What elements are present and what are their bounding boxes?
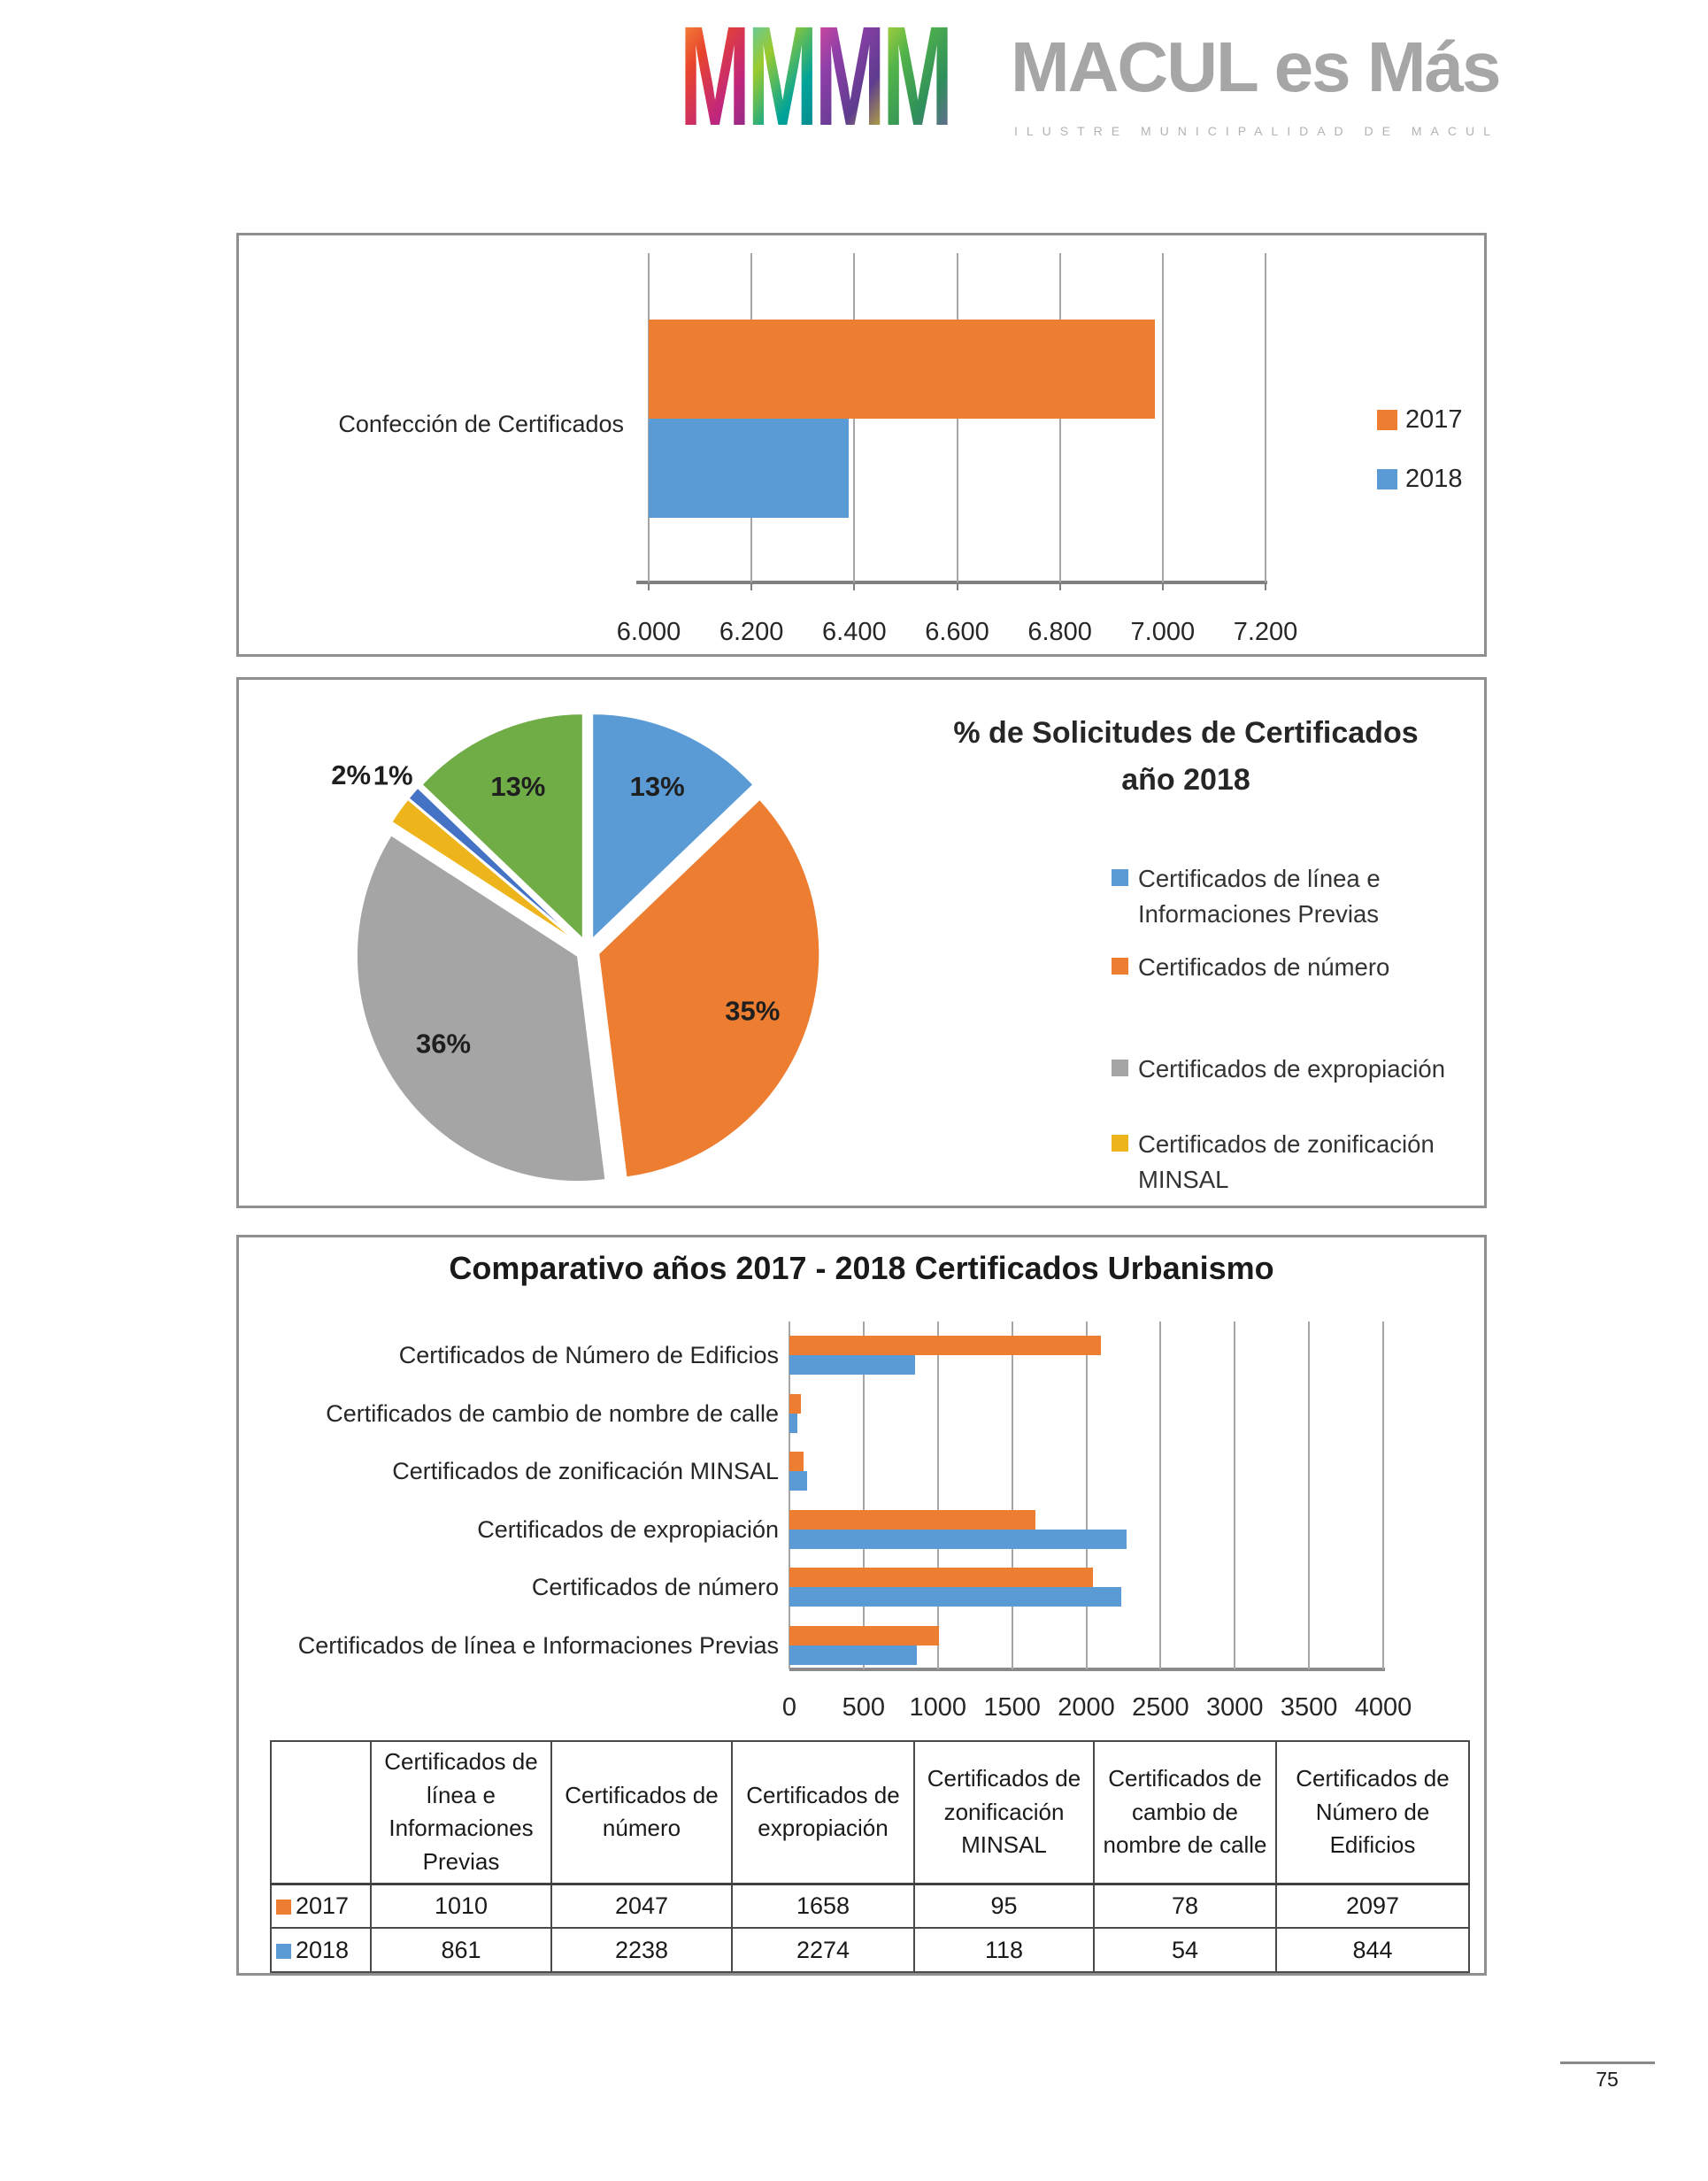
axis-tick — [853, 582, 855, 590]
category-label: Certificados de cambio de nombre de calle — [326, 1399, 779, 1427]
bar-2018 — [789, 1355, 915, 1375]
x-axis-tick-label: 6.800 — [1027, 618, 1092, 646]
x-axis-tick-label: 7.200 — [1233, 618, 1298, 646]
table-row — [271, 1928, 1469, 1972]
table-cell: 54 — [1094, 1928, 1276, 1972]
table-header-cell: Certificados de Número de Edificios — [1276, 1741, 1469, 1884]
bar-2017 — [789, 1626, 939, 1645]
category-label: Certificados de línea e Informaciones Previas — [297, 1631, 779, 1659]
pie-percent-label: 13% — [490, 770, 546, 802]
logo-m-4: M — [882, 0, 950, 155]
legend-label: 2017 — [1405, 405, 1463, 434]
gridline — [1234, 1322, 1235, 1669]
bar-2018 — [789, 1471, 807, 1491]
pie-percent-label: 1% — [373, 759, 413, 791]
bar-2017 — [789, 1394, 801, 1414]
category-label: Certificados de Número de Edificios — [398, 1342, 779, 1368]
pie-title-line1: % de Solicitudes de Certificados — [953, 716, 1419, 750]
category-label: Certificados de expropiación — [477, 1515, 779, 1543]
gridline — [1159, 1322, 1161, 1669]
table-cell: 1658 — [732, 1884, 914, 1928]
legend-swatch — [276, 1900, 291, 1915]
bar-2017 — [649, 320, 1155, 419]
chart-confeccion-certificados — [236, 233, 1487, 657]
bar-2018 — [789, 1414, 797, 1433]
pie-percent-label: 35% — [725, 995, 781, 1027]
footer-divider — [1560, 2062, 1655, 2064]
x-axis-tick-label: 3000 — [1205, 1693, 1264, 1722]
legend-label: 2018 — [1405, 465, 1463, 493]
legend-swatch — [1112, 1060, 1128, 1076]
axis-tick — [1162, 582, 1164, 590]
table-header-cell — [271, 1741, 371, 1884]
bar-2018 — [789, 1530, 1127, 1549]
table-year-cell — [271, 1928, 371, 1972]
pie-percent-label: 36% — [416, 1028, 472, 1060]
legend-item — [1377, 405, 1463, 435]
x-axis-tick-label: 2500 — [1132, 1693, 1189, 1722]
axis-tick — [1059, 582, 1061, 590]
legend-item — [1112, 1127, 1492, 1198]
legend-label: Certificados de número — [1138, 953, 1390, 981]
chart-title: Comparativo años 2017 - 2018 Certificados Urbanismo — [449, 1250, 1274, 1286]
table-cell: 2274 — [732, 1928, 914, 1972]
page-number: 75 — [1596, 2068, 1619, 2091]
gridline — [1162, 253, 1164, 582]
table-cell: 78 — [1094, 1884, 1276, 1928]
category-label: Certificados de número — [531, 1574, 779, 1600]
chart-legend — [1377, 405, 1463, 524]
legend-label: Certificados de línea e Informaciones Previas — [1138, 865, 1381, 928]
pie-percent-label: 2% — [331, 759, 372, 791]
bar-2017 — [789, 1510, 1035, 1530]
logo-m-1: M — [680, 0, 748, 155]
legend-swatch — [276, 1944, 291, 1959]
category-label: Certificados de zonificación MINSAL — [392, 1458, 779, 1484]
table-cell: 861 — [371, 1928, 551, 1972]
x-axis-line — [789, 1668, 1385, 1671]
table-header-cell: Certificados de cambio de nombre de calle — [1094, 1741, 1276, 1884]
x-axis-tick-label: 7.000 — [1130, 618, 1196, 646]
bar-2017 — [789, 1336, 1101, 1355]
legend-item — [1112, 950, 1492, 985]
axis-tick — [1265, 582, 1266, 590]
bar-plot-area — [616, 253, 1298, 646]
table-header-cell: Certificados de línea e Informaciones Previas — [371, 1741, 551, 1884]
legend-label: Certificados de expropiación — [1138, 1055, 1445, 1083]
axis-tick — [648, 582, 650, 590]
legend-swatch — [1112, 1135, 1128, 1152]
table-cell: 118 — [914, 1928, 1094, 1972]
legend-swatch — [1377, 469, 1397, 489]
gridline — [937, 1322, 939, 1669]
legend-swatch — [1112, 958, 1128, 975]
table-head — [271, 1741, 1469, 1884]
logo-subtitle: ILUSTRE MUNICIPALIDAD DE MACUL — [1014, 124, 1499, 138]
x-axis-tick-label: 1000 — [909, 1693, 967, 1722]
pie-percent-label: 13% — [629, 770, 685, 802]
logo-title: MACUL es Más — [1011, 27, 1500, 106]
x-axis-tick-label: 3500 — [1280, 1693, 1338, 1722]
gridline — [1382, 1322, 1384, 1669]
pie-legend — [1112, 680, 1492, 1206]
data-table — [270, 1740, 1470, 1973]
chart-comparativo-urbanismo — [236, 1235, 1487, 1976]
bar-2017 — [789, 1568, 1093, 1587]
x-axis-tick-label: 6.000 — [616, 618, 681, 646]
legend-item — [1112, 861, 1492, 932]
axis-tick — [750, 582, 752, 590]
category-axis — [255, 1322, 779, 1669]
table-cell: 2097 — [1276, 1884, 1469, 1928]
bar-2018 — [789, 1645, 917, 1665]
x-axis-tick-label: 6.400 — [822, 618, 887, 646]
legend-label: Certificados de zonificación MINSAL — [1138, 1130, 1435, 1193]
table-cell: 1010 — [371, 1884, 551, 1928]
table-cell: 95 — [914, 1884, 1094, 1928]
pie-title-line2: año 2018 — [1121, 762, 1250, 797]
table-body — [271, 1884, 1469, 1972]
logo-m-3: M — [814, 0, 883, 155]
legend-swatch — [1377, 410, 1397, 430]
gridline — [1265, 253, 1266, 582]
bar-plot-area — [781, 1322, 1412, 1722]
table-header-cell: Certificados de expropiación — [732, 1741, 914, 1884]
x-axis-tick-label: 6.200 — [719, 618, 784, 646]
x-axis-tick-label: 2000 — [1058, 1693, 1115, 1722]
x-axis-tick-label: 1500 — [983, 1693, 1041, 1722]
table-cell: 2238 — [551, 1928, 732, 1972]
table-header-row — [271, 1741, 1469, 1884]
gridline — [1012, 1322, 1013, 1669]
legend-item — [1377, 465, 1463, 494]
gridline — [1086, 1322, 1088, 1669]
legend-item — [1112, 1052, 1492, 1087]
axis-tick — [957, 582, 958, 590]
x-axis-tick-label: 500 — [842, 1693, 886, 1722]
table-year-cell — [271, 1884, 371, 1928]
bar-2018 — [789, 1587, 1121, 1607]
logo-mmmm-icon — [680, 0, 950, 155]
gridline — [1308, 1322, 1310, 1669]
bar-2017 — [789, 1452, 804, 1471]
legend-swatch — [1112, 869, 1128, 886]
table-header-cell: Certificados de zonificación MINSAL — [914, 1741, 1094, 1884]
year-label: 2017 — [296, 1892, 350, 1919]
category-label: Confección de Certificados — [338, 411, 624, 437]
chart-solicitudes-pie — [236, 677, 1487, 1208]
bar-2018 — [649, 419, 849, 518]
logo-m-2: M — [747, 0, 815, 155]
year-label: 2018 — [296, 1936, 350, 1963]
x-axis-line — [636, 581, 1267, 584]
table-cell: 844 — [1276, 1928, 1469, 1972]
x-axis-tick-label: 4000 — [1354, 1693, 1412, 1722]
table-header-cell: Certificados de número — [551, 1741, 732, 1884]
x-axis-tick-label: 6.600 — [925, 618, 989, 646]
table-row — [271, 1884, 1469, 1928]
table-cell: 2047 — [551, 1884, 732, 1928]
x-axis-tick-label: 0 — [781, 1693, 797, 1722]
